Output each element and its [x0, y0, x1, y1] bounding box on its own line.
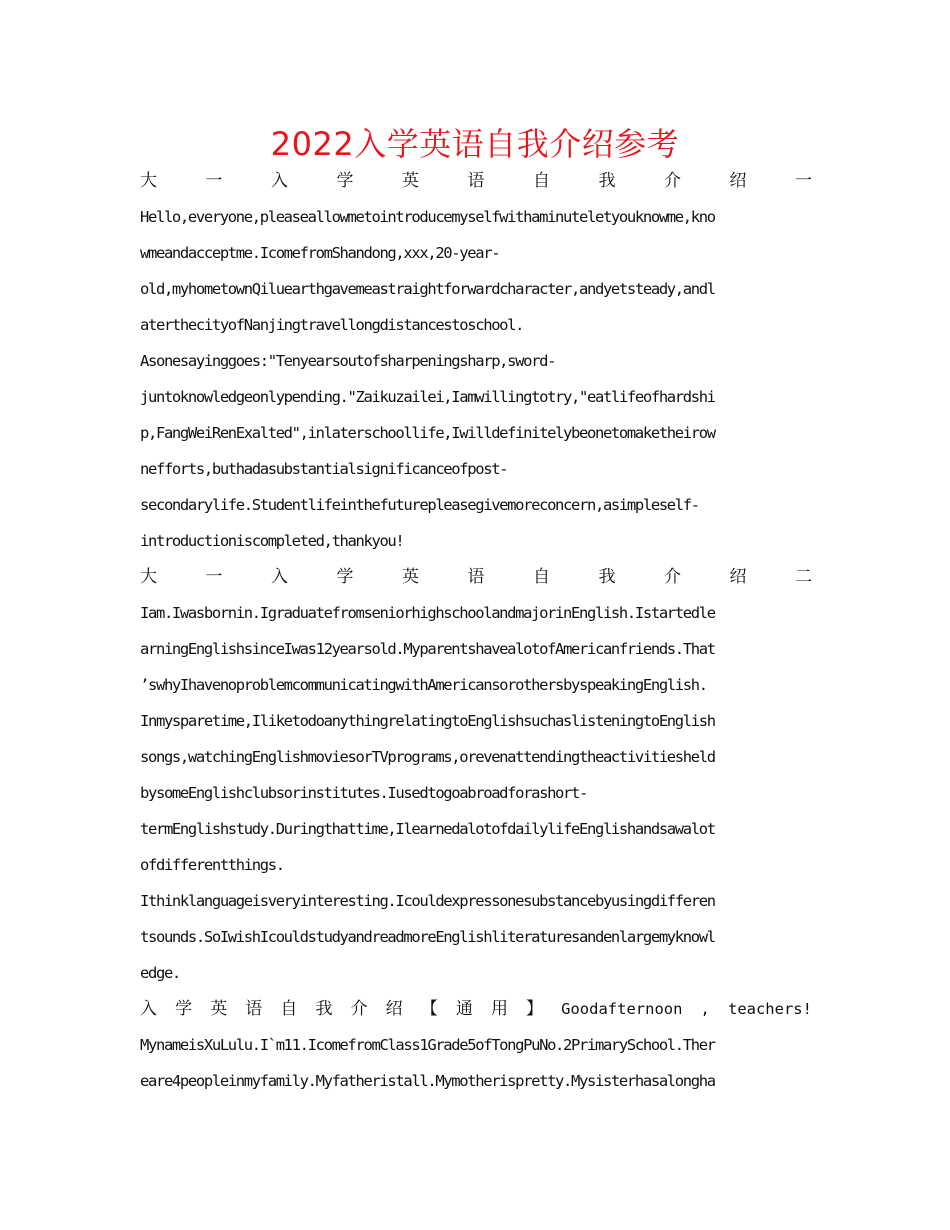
- paragraph-line: eare4peopleinmyfamily.Myfatheristall.Mymotherispretty.Mysisterhasalongha: [140, 1072, 715, 1090]
- paragraph-line: bysomeEnglishclubsorinstitutes.Iusedtogoabroadforashort-: [140, 784, 587, 802]
- paragraph-line: juntoknowledgeonlypending."Zaikuzailei,Iamwillingtotry,"eatlifeofhardshi: [140, 388, 715, 406]
- section-heading-2-char: 一: [205, 567, 223, 587]
- paragraph-line: Asonesayinggoes:"Tenyearsoutofsharpeningsharp,sword-: [140, 352, 556, 370]
- section-heading-1-char: 自: [533, 171, 550, 191]
- section-heading-1-char: 大: [140, 171, 157, 191]
- section-heading-2-char: 大: [140, 567, 157, 587]
- paragraph-line: old,myhometownQiluearthgavemeastraightforwardcharacter,andyetsteady,andl: [140, 280, 715, 298]
- section-heading-2-char: 学: [336, 567, 354, 587]
- section-heading-1-char: 绍: [729, 171, 747, 191]
- section-heading-1-char: 一: [795, 171, 812, 191]
- section-heading-2-char: 我: [598, 567, 616, 587]
- paragraph-line: aterthecityofNanjingtravellongdistancestoschool.: [140, 316, 524, 334]
- paragraph-line: introductioniscompleted,thankyou!: [140, 532, 404, 550]
- section-heading-3-token: 自: [280, 999, 298, 1019]
- section-heading-3-token: 学: [175, 999, 193, 1019]
- document-title: 2022入学英语自我介绍参考: [270, 125, 680, 163]
- paragraph-line: tsounds.SoIwishIcouldstudyandreadmoreEnglishliteraturesandenlargemyknowl: [140, 928, 715, 946]
- section-heading-1-char: 语: [467, 171, 485, 191]
- section-heading-3-token: 入: [140, 999, 157, 1019]
- section-heading-3-token: 】: [526, 999, 544, 1019]
- paragraph-line: ofdifferentthings.: [140, 856, 284, 874]
- section-heading-3-token: 通: [455, 999, 473, 1019]
- section-heading-3-token: 语: [245, 999, 263, 1019]
- section-heading-2-char: 介: [664, 567, 681, 587]
- section-heading-1-char: 学: [336, 171, 354, 191]
- section-heading-1-char: 英: [402, 171, 419, 191]
- paragraph-line: songs,watchingEnglishmoviesorTVprograms,orevenattendingtheactivitiesheld: [140, 748, 715, 766]
- section-heading-2: [140, 559, 812, 595]
- paragraph-line: Iam.Iwasbornin.IgraduatefromseniorhighschoolandmajorinEnglish.Istartedle: [140, 604, 715, 622]
- section-heading-2-char: 语: [467, 567, 485, 587]
- section-heading-3-token: 介: [350, 999, 368, 1019]
- paragraph-line: arningEnglishsinceIwas12yearsold.MyparentshavealotofAmericanfriends.That: [140, 640, 715, 658]
- section-heading-2-char: 自: [533, 567, 550, 587]
- section-heading-1-char: 入: [271, 171, 288, 191]
- paragraph-line: MynameisXuLulu.I`m11.IcomefromClass1Grade5ofTongPuNo.2PrimarySchool.Ther: [140, 1036, 715, 1054]
- section-heading-3-token: 绍: [385, 999, 403, 1019]
- section-heading-2-char: 英: [402, 567, 419, 587]
- paragraph-line: p,FangWeiRenExalted",inlaterschoollife,Iwilldefinitelybeonetomaketheirow: [140, 424, 715, 442]
- section-heading-1: [140, 163, 812, 199]
- section-heading-1-char: 一: [205, 171, 223, 191]
- paragraph-line: edge.: [140, 964, 180, 982]
- section-heading-3-token: 【: [420, 999, 438, 1019]
- section-heading-3: [140, 991, 812, 1027]
- paragraph-line: Inmysparetime,IliketodoanythingrelatingtoEnglishsuchaslisteningtoEnglish: [140, 712, 715, 730]
- section-heading-2-char: 二: [795, 567, 812, 587]
- section-heading-2-char: 入: [271, 567, 288, 587]
- paragraph-line: Ithinklanguageisveryinteresting.Icouldexpressonesubstancebyusingdifferen: [140, 892, 715, 910]
- paragraph-line: Hello,everyone,pleaseallowmetointroducemyselfwithaminuteletyouknowme,kno: [140, 208, 715, 226]
- section-heading-3-token: 我: [315, 999, 333, 1019]
- section-heading-3-token: ,: [700, 1000, 710, 1018]
- section-heading-2-char: 绍: [729, 567, 747, 587]
- section-heading-3-token: 英: [210, 999, 228, 1019]
- section-heading-1-char: 我: [598, 171, 616, 191]
- section-heading-3-token: 用: [490, 999, 508, 1019]
- paragraph-line: nefforts,buthadasubstantialsignificanceofpost-: [140, 460, 508, 478]
- section-heading-3-token: Goodafternoon: [561, 1000, 683, 1018]
- paragraph-line: ’swhyIhavenoproblemcommunicatingwithAmericansorothersbyspeakingEnglish.: [140, 676, 707, 694]
- paragraph-line: secondarylife.Studentlifeinthefuturepleasegivemoreconcern,asimpleself-: [140, 496, 699, 514]
- section-heading-3-token: teachers!: [727, 1000, 812, 1018]
- paragraph-line: wmeandacceptme.IcomefromShandong,xxx,20-year-: [140, 244, 500, 262]
- paragraph-line: termEnglishstudy.Duringthattime,IlearnedalotofdailylifeEnglishandsawalot: [140, 820, 715, 838]
- section-heading-1-char: 介: [664, 171, 681, 191]
